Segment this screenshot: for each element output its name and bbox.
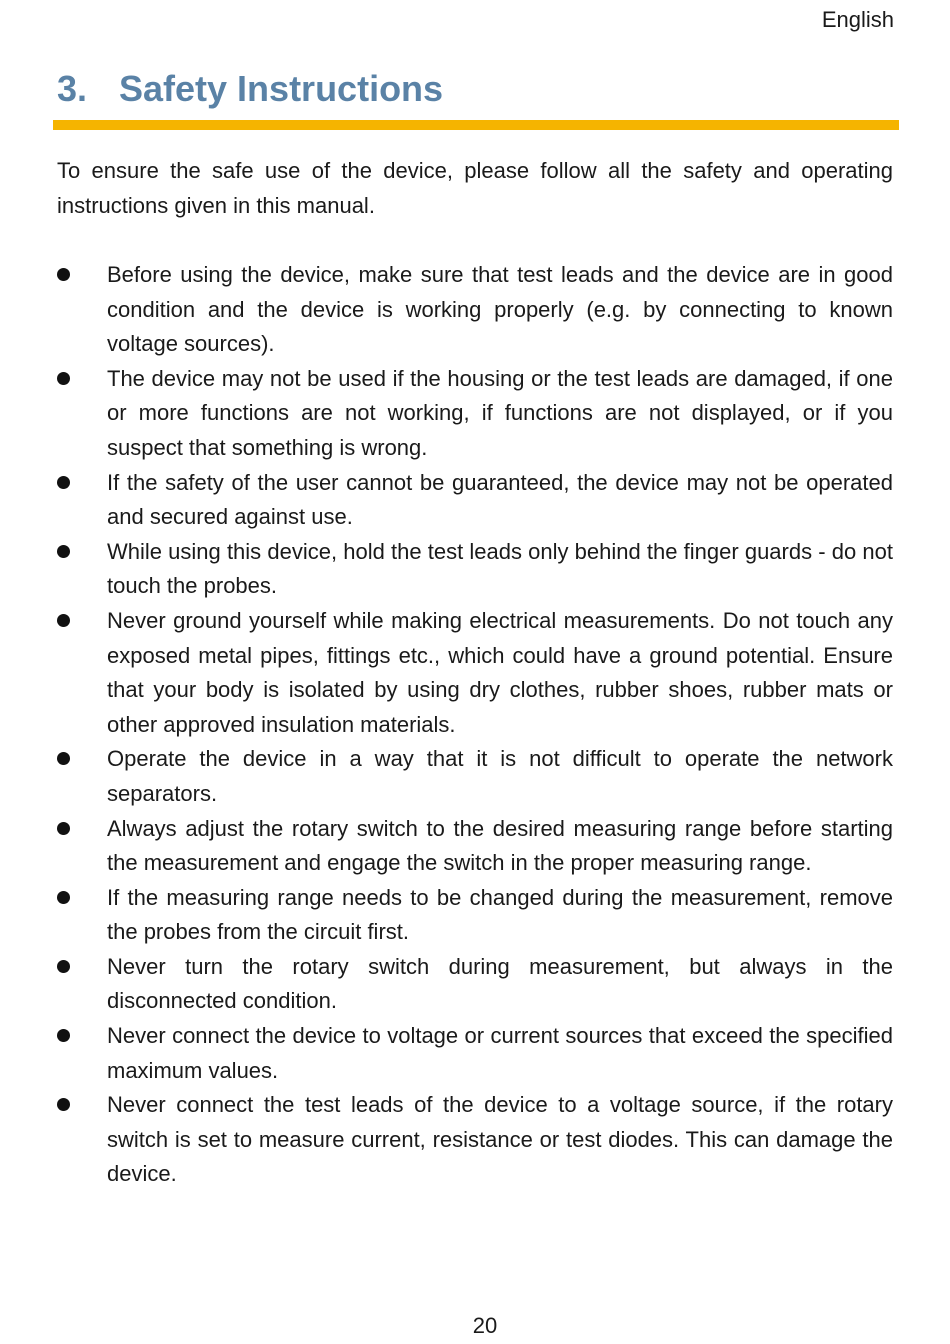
section-title-text: Safety Instructions: [119, 68, 444, 109]
bullet-item: [57, 881, 893, 950]
bullet-dot-icon: [57, 891, 70, 904]
bullet-text: If the measuring range needs to be changed during the measurement, remove the probes from the circuit first.: [107, 884, 893, 945]
bullet-item: [57, 742, 893, 811]
bullet-text: Operate the device in a way that it is not difficult to operate the network separators.: [107, 746, 893, 806]
safety-bullet-list: [57, 258, 893, 1192]
bullet-text: The device may not be used if the housing or the test leads are damaged, if one or more functions are not working, if functions are not displayed, or if you suspect that something is wrong.: [107, 365, 893, 460]
bullet-text: Never connect the test leads of the device to a voltage source, if the rotary switch is set to measure current, resistance or test diodes. This can damage the device.: [107, 1092, 893, 1187]
bullet-dot-icon: [57, 752, 70, 765]
bullet-dot-icon: [57, 822, 70, 835]
section-number: 3.: [57, 68, 88, 109]
page-language-label: English: [821, 7, 894, 32]
bullet-item: [57, 535, 893, 604]
bullet-text: While using this device, hold the test leads only behind the finger guards - do not touch the probes.: [107, 538, 893, 599]
bullet-item: [57, 1019, 893, 1088]
bullet-text: Before using the device, make sure that test leads and the device are in good condition and the device is working properly (e.g. by connecting to known voltage sources).: [107, 262, 893, 357]
bullet-dot-icon: [57, 545, 70, 558]
bullet-dot-icon: [57, 476, 70, 489]
bullet-item: [57, 258, 893, 362]
bullet-dot-icon: [57, 372, 70, 385]
bullet-dot-icon: [57, 614, 70, 627]
section-header: [57, 66, 899, 112]
bullet-text: Never ground yourself while making electrical measurements. Do not touch any exposed metal pipes, fittings etc., which could have a ground potential. Ensure that your body is isolated by using dry clothes, rubber shoes, rubber mats or other approved insulation materials.: [107, 607, 893, 737]
bullet-item: [57, 362, 893, 466]
bullet-dot-icon: [57, 268, 70, 281]
bullet-text: If the safety of the user cannot be guaranteed, the device may not be operated and secured against use.: [107, 469, 893, 530]
bullet-dot-icon: [57, 960, 70, 973]
bullet-text: Never turn the rotary switch during measurement, but always in the disconnected condition.: [107, 953, 893, 1014]
bullet-item: [57, 950, 893, 1019]
page-number: 20: [472, 1313, 498, 1338]
bullet-item: [57, 812, 893, 881]
bullet-item: [57, 1088, 893, 1192]
bullet-text: Always adjust the rotary switch to the desired measuring range before starting the measurement and engage the switch in the proper measuring range.: [107, 815, 893, 876]
bullet-dot-icon: [57, 1098, 70, 1111]
bullet-dot-icon: [57, 1029, 70, 1042]
bullet-item: [57, 604, 893, 742]
bullet-item: [57, 466, 893, 535]
section-title: [57, 66, 899, 112]
bullet-text: Never connect the device to voltage or current sources that exceed the specified maximum values.: [107, 1023, 893, 1083]
intro-paragraph: To ensure the safe use of the device, please follow all the safety and operating instructions given in this manual.: [57, 158, 893, 218]
title-underline-rule: [53, 120, 899, 130]
